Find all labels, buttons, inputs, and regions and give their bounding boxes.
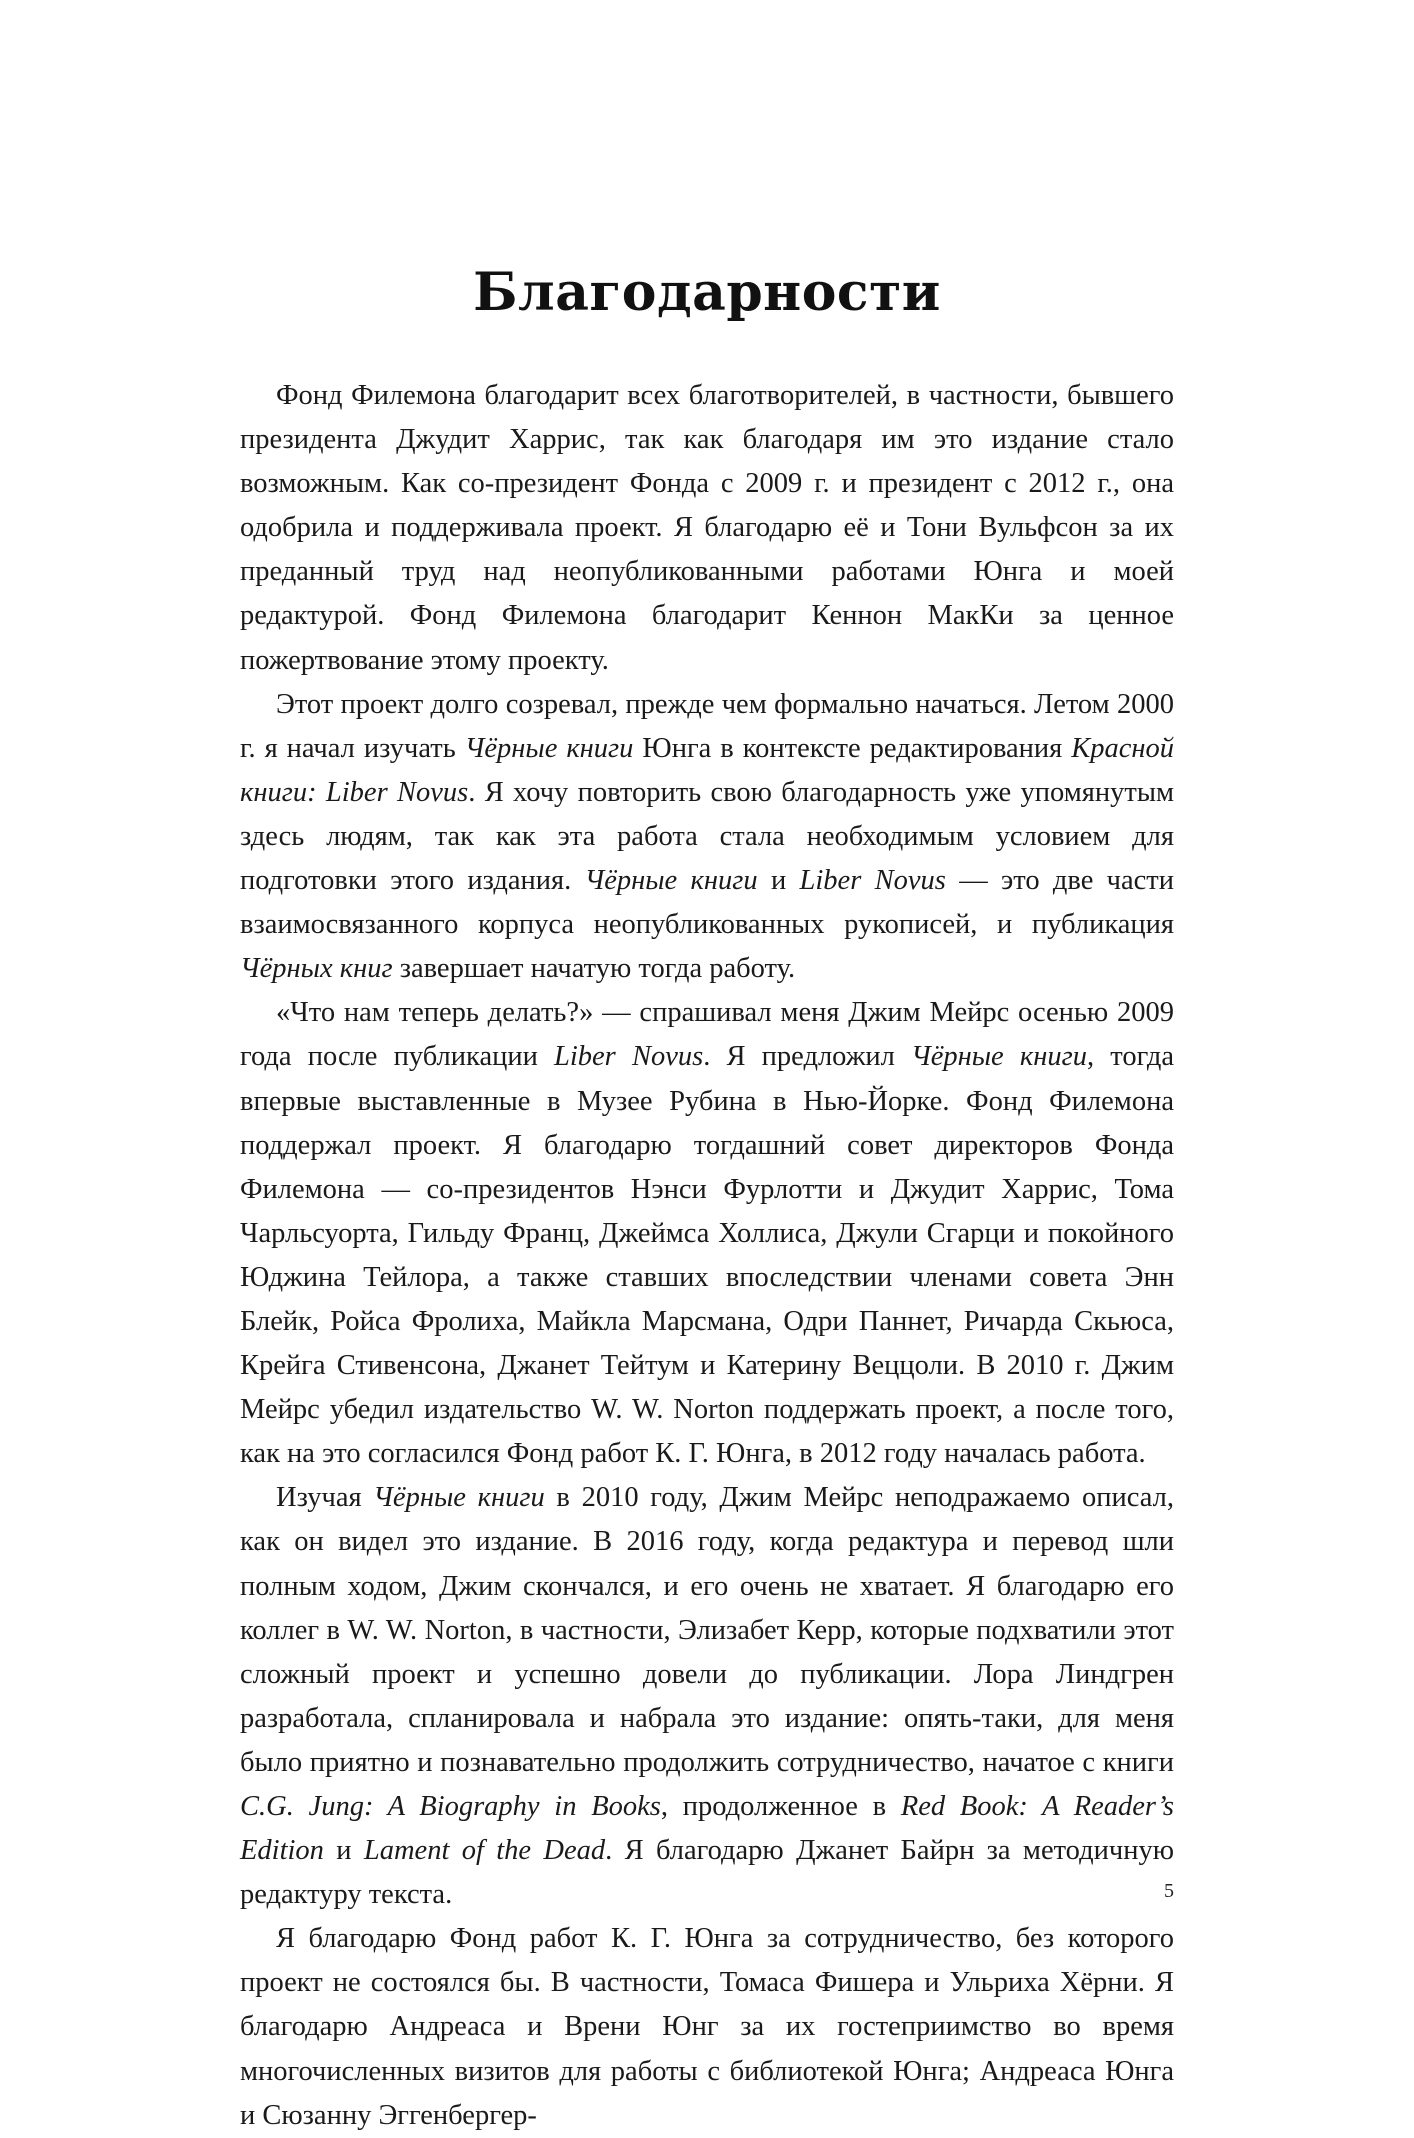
italic-title-run: Красной книги: Liber Novus bbox=[240, 732, 1174, 808]
text-run: Этот проект долго созревал, прежде чем формально начаться. Летом 2000 г. я начал изучать bbox=[240, 688, 1174, 764]
page-number: 5 bbox=[1164, 1880, 1174, 1902]
italic-title-run: Lament of the Dead bbox=[363, 1835, 606, 1867]
paragraph bbox=[240, 1476, 1174, 1917]
text-run: — это две части взаимосвязанного корпуса неопубликованных рукописей, и публикация bbox=[240, 865, 1175, 941]
italic-title-run: Чёрные книги bbox=[584, 865, 758, 897]
page-title: Благодарности bbox=[473, 262, 941, 323]
paragraph bbox=[240, 1917, 1174, 2137]
text-run: и bbox=[323, 1835, 364, 1867]
text-run: завершает начатую тогда работу. bbox=[392, 953, 796, 985]
body-text bbox=[240, 374, 1174, 2138]
italic-title-run: C.G. Jung: A Biography in Books bbox=[240, 1791, 661, 1822]
italic-title-run: Чёрных книг bbox=[240, 953, 393, 985]
italic-title-run: Red Book: A Reader’s Edition bbox=[240, 1791, 1174, 1867]
text-run: . Я хочу повторить свою благодарность уже упомянутым здесь людям, так как эта работа стала необходимым условием для подготовки этого издания. bbox=[240, 776, 1175, 897]
italic-title-run: Чёрные книги bbox=[464, 732, 634, 764]
paragraph bbox=[240, 374, 1174, 683]
text-run: . Я благодарю Джанет Байрн за методичную редактуру текста. bbox=[240, 1835, 1174, 1911]
italic-title-run: Чёрные книги bbox=[373, 1482, 545, 1514]
italic-title-run: Liber Novus bbox=[799, 865, 946, 897]
text-run: Фонд Филемона благодарит всех благотворителей, в частности, бывшего президента Джудит Харрис, так как благодаря им это издание стало возможным. Как со-президент Фонда с 2009 г. и президент с 2012 г., она одобрила и поддерживала проект. Я благодарю её и Тони Вульфсон за их преданный труд над неопубликованными работами Юнга и моей редактурой. Фонд Филемона благодарит Кеннон МакКи за ценное пожертвование этому проекту. bbox=[240, 380, 1174, 676]
text-run: , тогда впервые выставленные в Музее Рубина в Нью-Йорке. Фонд Филемона поддержал проект. Я благодарю тогдашний совет директоров Фонда Филемона — со-президентов Нэнси Фурлотти и Джудит Харрис, Тома Чарльсуорта, Гильду Франц, Джеймса Холлиса, Джули Сгарци и покойного Юджина Тейлора, а также ставших впоследствии членами совета Энн Блейк, Ройса Фролиха, Майкла Марсмана, Одри Паннет, Ричарда Скьюса, Крейга Стивенсона, Джанет Тейтум и Катерину Веццоли. В 2010 г. Джим Мейрс убедил издательство W. W. Norton поддержать проект, а после того, как на это согласился Фонд работ К. Г. Юнга, в 2012 году началась работа. bbox=[240, 1041, 1174, 1470]
text-run: Изучая bbox=[276, 1482, 374, 1514]
text-run: «Что нам теперь делать?» — спрашивал меня Джим Мейрс осенью 2009 года после публикации bbox=[240, 997, 1174, 1073]
paragraph bbox=[240, 991, 1174, 1476]
text-run: . Я предложил bbox=[703, 1041, 912, 1073]
text-run: Я благодарю Фонд работ К. Г. Юнга за сотрудничество, без которого проект не состоялся бы. В частности, Томаса Фишера и Ульриха Хёрни. Я благодарю Андреаса и Врени Юнг за их гостеприимство во время многочисленных визитов для работы с библиотекой Юнга; Андреаса Юнга и Сюзанну Эггенбергер- bbox=[240, 1923, 1174, 2131]
italic-title-run: Liber Novus bbox=[554, 1041, 704, 1073]
italic-title-run: Чёрные книги bbox=[911, 1041, 1087, 1073]
text-run: в 2010 году, Джим Мейрс неподражаемо описал, как он видел это издание. В 2016 году, когда редактура и перевод шли полным ходом, Джим скончался, и его очень не хватает. Я благодарю его коллег в W. W. Norton, в частности, Элизабет Керр, которые подхватили этот сложный проект и успешно довели до публикации. Лора Линдгрен разработала, спланировала и набрала это издание: опять-таки, для меня было приятно и познавательно продолжить сотрудничество, начатое с книги bbox=[240, 1482, 1174, 1778]
text-run: и bbox=[757, 865, 800, 897]
paragraph bbox=[240, 683, 1174, 992]
text-run: , продолженное в bbox=[660, 1791, 901, 1822]
text-run: Юнга в контексте редактирования bbox=[633, 732, 1072, 764]
